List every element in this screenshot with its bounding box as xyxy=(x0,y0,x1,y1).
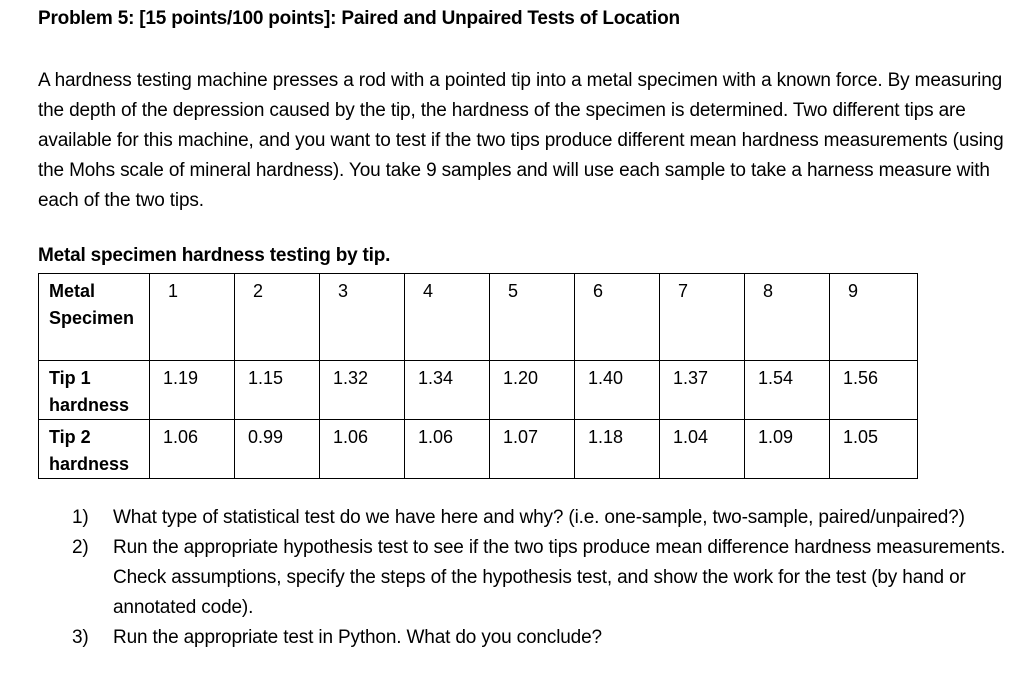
hardness-table xyxy=(38,273,918,479)
table-caption: Metal specimen hardness testing by tip. xyxy=(38,245,391,266)
tip2-value-cell: 1.06 xyxy=(405,420,490,479)
tip1-value-cell: 1.40 xyxy=(575,361,660,420)
question-item xyxy=(64,623,1009,653)
question-item xyxy=(64,533,1009,623)
tip2-value-cell: 1.09 xyxy=(745,420,830,479)
specimen-number: 8 xyxy=(745,274,830,361)
specimen-number: 4 xyxy=(405,274,490,361)
specimen-number: 5 xyxy=(490,274,575,361)
specimen-number: 1 xyxy=(150,274,235,361)
tip2-value-cell: 1.04 xyxy=(660,420,745,479)
tip1-value-cell: 1.56 xyxy=(830,361,918,420)
question-text: What type of statistical test do we have here and why? (i.e. one-sample, two-sample, paired/unpaired?) xyxy=(113,507,965,528)
problem-intro: A hardness testing machine presses a rod with a pointed tip into a metal specimen with a known force. By measuring the depth of the depression caused by the tip, the hardness of the specimen is determined. Two different tips are available for this machine, and you want to test if the two tips produce different mean hardness measurements (using the Mohs scale of mineral hardness). You take 9 samples and will use each sample to take a harness measure with each of the two tips. xyxy=(38,70,1004,211)
question-number: 1) xyxy=(72,507,89,528)
question-text: Run the appropriate hypothesis test to see if the two tips produce mean difference hardness measurements. Check assumptions, specify the steps of the hypothesis test, and show the work for the test (by hand or annotated code). xyxy=(113,537,1006,618)
tip1-value-cell: 1.34 xyxy=(405,361,490,420)
tip1-value-cell: 1.20 xyxy=(490,361,575,420)
question-number: 2) xyxy=(72,537,89,558)
specimen-number: 3 xyxy=(320,274,405,361)
specimen-number: 2 xyxy=(235,274,320,361)
table-header-row xyxy=(39,274,918,361)
tip2-value-cell: 0.99 xyxy=(235,420,320,479)
specimen-number: 9 xyxy=(830,274,918,361)
tip1-value-cell: 1.15 xyxy=(235,361,320,420)
problem-heading: Problem 5: [15 points/100 points]: Paired and Unpaired Tests of Location xyxy=(38,8,680,29)
specimen-number: 7 xyxy=(660,274,745,361)
question-number: 3) xyxy=(72,627,89,648)
question-text: Run the appropriate test in Python. What do you conclude? xyxy=(113,627,602,648)
header-label-cell: Metal Specimen xyxy=(39,274,150,361)
tip2-value-cell: 1.07 xyxy=(490,420,575,479)
question-item xyxy=(64,503,1009,533)
tip1-value-cell: 1.19 xyxy=(150,361,235,420)
specimen-number: 6 xyxy=(575,274,660,361)
tip2-value-cell: 1.06 xyxy=(150,420,235,479)
tip2-label-cell: Tip 2 hardness xyxy=(39,420,150,479)
question-list xyxy=(64,503,1009,653)
table-row-tip2 xyxy=(39,420,918,479)
tip2-value-cell: 1.18 xyxy=(575,420,660,479)
tip1-label-cell: Tip 1 hardness xyxy=(39,361,150,420)
tip1-value-cell: 1.54 xyxy=(745,361,830,420)
table-row-tip1 xyxy=(39,361,918,420)
tip1-value-cell: 1.32 xyxy=(320,361,405,420)
tip2-value-cell: 1.06 xyxy=(320,420,405,479)
tip1-value-cell: 1.37 xyxy=(660,361,745,420)
tip2-value-cell: 1.05 xyxy=(830,420,918,479)
